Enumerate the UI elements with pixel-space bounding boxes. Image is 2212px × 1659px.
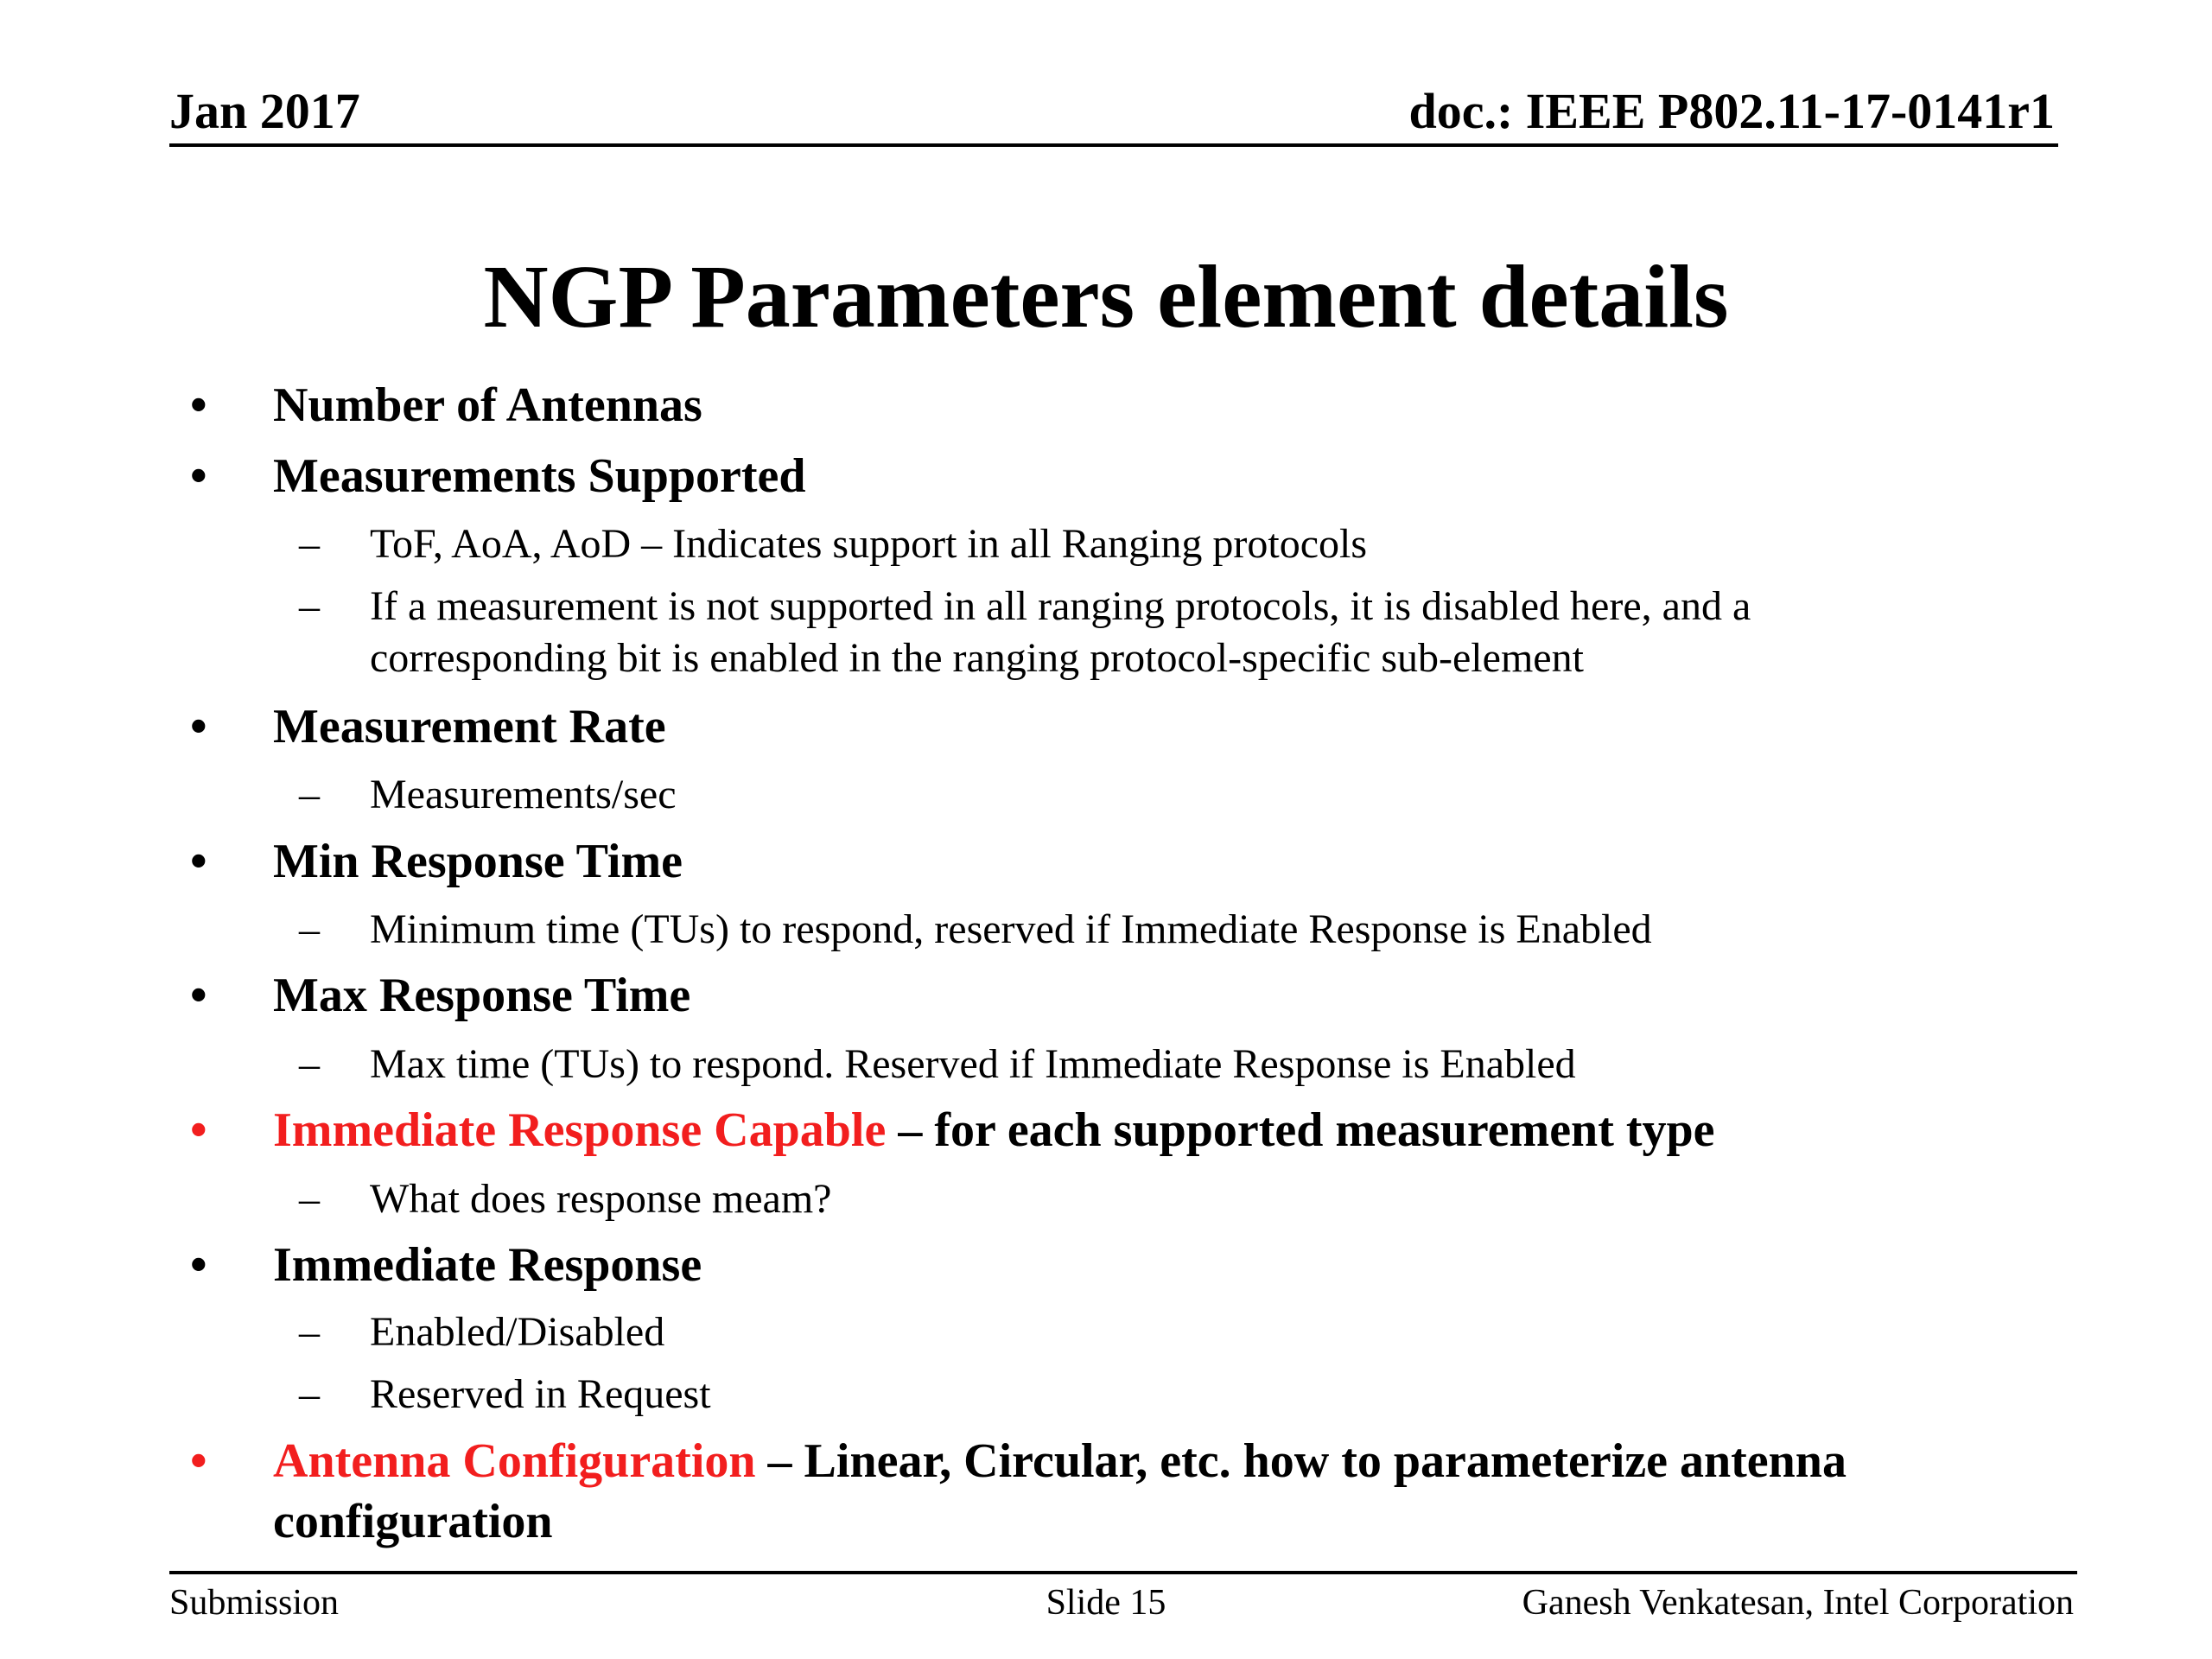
dash-marker: –: [299, 1371, 320, 1417]
bullet-marker: •: [190, 1238, 207, 1292]
dash-marker: –: [299, 906, 320, 952]
sub-list-item-text-line-1: If a measurement is not supported in all ranging protocols, it is disabled here, and a: [370, 583, 1751, 629]
sub-list-item: [299, 1369, 711, 1421]
list-item-highlighted: [190, 1100, 1715, 1160]
bullet-marker: •: [190, 449, 207, 503]
bullet-marker: •: [190, 378, 207, 432]
sub-list-item-text: Measurements/sec: [370, 772, 677, 817]
sub-list-item: [299, 1306, 665, 1358]
sub-list-item: [299, 769, 677, 821]
slide-title: NGP Parameters element details: [483, 247, 1729, 346]
list-item-text: Immediate Response: [273, 1238, 702, 1292]
sub-list-item: [299, 1039, 1576, 1090]
list-item: [190, 965, 691, 1026]
list-item: [190, 696, 666, 757]
sub-list-item: [299, 1173, 832, 1225]
list-item-continuation: [273, 1491, 553, 1552]
bullet-marker: •: [190, 700, 207, 753]
dash-marker: –: [299, 583, 320, 629]
list-item: [190, 375, 702, 435]
list-item-text: Number of Antennas: [273, 378, 702, 432]
list-item-highlighted: [190, 1431, 1847, 1491]
list-item: [190, 831, 683, 892]
bullet-marker: •: [190, 835, 207, 888]
sub-list-item: [299, 904, 1652, 956]
dash-marker: –: [299, 772, 320, 817]
bullet-marker: •: [190, 1103, 207, 1157]
sub-list-item: [299, 581, 1751, 632]
header-doc-id: doc.: IEEE P802.11-17-0141r1: [1408, 83, 2055, 139]
bullet-marker: •: [190, 969, 207, 1022]
sub-list-item-text-line-2: corresponding bit is enabled in the ranging protocol-specific sub-element: [370, 635, 1584, 681]
footer-divider: [169, 1571, 2077, 1574]
sub-list-item-text: Max time (TUs) to respond. Reserved if Immediate Response is Enabled: [370, 1041, 1576, 1087]
header-date: Jan 2017: [169, 83, 360, 139]
list-item: [190, 446, 806, 506]
list-item-text: – for each supported measurement type: [886, 1103, 1715, 1157]
highlighted-term: Antenna Configuration: [273, 1434, 756, 1488]
highlighted-term: Immediate Response Capable: [273, 1103, 887, 1157]
dash-marker: –: [299, 521, 320, 567]
sub-list-item-text: Minimum time (TUs) to respond, reserved if Immediate Response is Enabled: [370, 906, 1652, 952]
list-item-text: Max Response Time: [273, 969, 691, 1022]
dash-marker: –: [299, 1176, 320, 1222]
list-item-text-line-2: configuration: [273, 1495, 553, 1548]
footer-author: Ganesh Venkatesan, Intel Corporation: [1522, 1583, 2074, 1623]
bullet-marker: •: [190, 1434, 207, 1488]
dash-marker: –: [299, 1041, 320, 1087]
footer-submission: Submission: [169, 1583, 340, 1623]
list-item-text: Min Response Time: [273, 835, 683, 888]
sub-list-item-continuation: [370, 632, 1584, 684]
sub-list-item-text: What does response meam?: [370, 1176, 832, 1222]
sub-list-item-text: Reserved in Request: [370, 1371, 711, 1417]
sub-list-item-text: Enabled/Disabled: [370, 1309, 665, 1355]
list-item-text: – Linear, Circular, etc. how to parameterize antenna: [755, 1434, 1847, 1488]
sub-list-item: [299, 518, 1368, 570]
sub-list-item-text: ToF, AoA, AoD – Indicates support in all Ranging protocols: [370, 521, 1368, 567]
footer-slide-number: Slide 15: [1046, 1583, 1166, 1623]
list-item: [190, 1235, 702, 1295]
dash-marker: –: [299, 1309, 320, 1355]
list-item-text: Measurements Supported: [273, 449, 806, 503]
list-item-text: Measurement Rate: [273, 700, 666, 753]
